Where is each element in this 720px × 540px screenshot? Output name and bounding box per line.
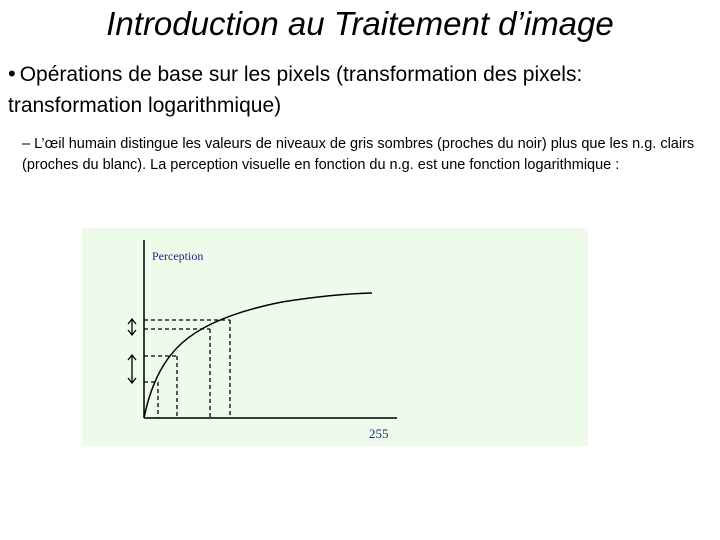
bullet-marker: • [8, 61, 16, 86]
sub-bullet [22, 134, 712, 176]
large-delta-arrow [128, 355, 136, 383]
page-title: Introduction au Traitement d’image [106, 5, 614, 42]
main-bullet-line-2: transformation logarithmique) [8, 94, 282, 117]
small-delta-arrow [128, 319, 136, 335]
y-axis-label: Perception [152, 249, 204, 263]
main-bullet [8, 58, 720, 121]
sub-bullet-marker: – [22, 136, 31, 152]
x-axis-label: 255 [369, 426, 389, 441]
log-transform-figure [82, 228, 588, 446]
main-bullet-text-1: Opérations de base sur les pixels (transformation des pixels: [19, 63, 583, 86]
log-curve-diagram [82, 228, 588, 446]
log-curve [144, 293, 372, 418]
main-bullet-line-1 [8, 58, 720, 90]
sub-bullet-text: L’œil humain distingue les valeurs de niveaux de gris sombres (proches du noir) plus que les n.g. clairs (proches du blanc). La perception visuelle en fonction du n.g. est une fonction logarithmique : [22, 136, 695, 173]
